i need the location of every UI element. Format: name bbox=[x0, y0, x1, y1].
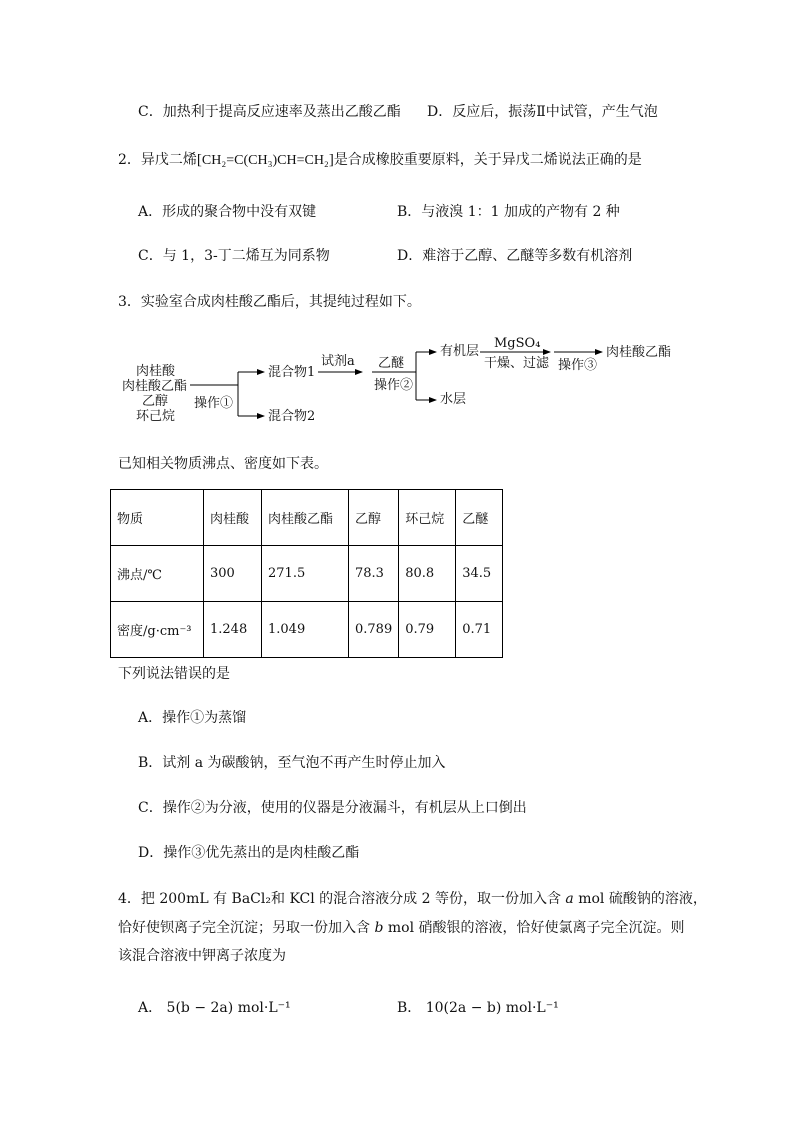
q2-prefix: 2．异戊二烯 bbox=[118, 152, 197, 168]
flow-mixture-1: 混合物1 bbox=[268, 365, 316, 380]
q2-option-b: B．与液溴 1：1 加成的产物有 2 种 bbox=[397, 204, 620, 220]
flow-start-3: 乙醇 bbox=[142, 394, 169, 409]
flow-op1: 操作① bbox=[194, 396, 234, 411]
q4-option-b: B． 10(2a − b) mol·L⁻¹ bbox=[397, 1000, 559, 1016]
purification-flow-diagram bbox=[118, 330, 718, 440]
q4-line-2 bbox=[118, 918, 685, 938]
q4-line-2-a: 恰好使钡离子完全沉淀；另取一份加入含 bbox=[118, 920, 375, 936]
properties-table bbox=[110, 489, 503, 658]
flow-start-2: 肉桂酸乙酯 bbox=[122, 379, 188, 394]
flow-start-1: 肉桂酸 bbox=[136, 364, 176, 379]
q2-formula-open-bracket: [ bbox=[196, 152, 202, 168]
table-header-cell: 乙醇 bbox=[349, 490, 399, 546]
q3-option-a: A．操作①为蒸馏 bbox=[138, 710, 247, 726]
table-cell: 0.79 bbox=[399, 602, 456, 658]
flow-reagent-a: 试剂a bbox=[321, 354, 355, 369]
table-header-cell: 肉桂酸乙酯 bbox=[262, 490, 349, 546]
flow-mgso4: MgSO₄ bbox=[494, 336, 541, 351]
q2-stem bbox=[118, 150, 642, 171]
q3-option-d: D．操作③优先蒸出的是肉桂酸乙酯 bbox=[138, 845, 360, 861]
table-cell: 1.049 bbox=[262, 602, 349, 658]
q2-option-a: A．形成的聚合物中没有双键 bbox=[138, 204, 317, 220]
table-row-label: 沸点/℃ bbox=[111, 546, 204, 602]
table-header-cell: 乙醚 bbox=[456, 490, 503, 546]
flow-op2: 操作② bbox=[374, 378, 414, 393]
flow-organic-layer: 有机层 bbox=[440, 344, 480, 359]
table-cell: 0.789 bbox=[349, 602, 399, 658]
q2-option-d: D．难溶于乙醇、乙醚等多数有机溶剂 bbox=[397, 248, 633, 264]
q4-var-b: b bbox=[374, 920, 384, 936]
q4-line-3: 该混合溶液中钾离子浓度为 bbox=[118, 948, 286, 964]
q4-option-a: A． 5(b − 2a) mol·L⁻¹ bbox=[138, 1000, 291, 1016]
q3-option-b: B．试剂 a 为碳酸钠，至气泡不再产生时停止加入 bbox=[138, 755, 446, 771]
table-cell: 34.5 bbox=[456, 546, 503, 602]
q4-line-1-a: 4．把 200mL 有 BaCl₂和 KCl 的混合溶液分成 2 等份，取一份加入含 bbox=[118, 891, 566, 907]
q2-suffix: 是合成橡胶重要原料，关于异戊二烯说法正确的是 bbox=[333, 152, 642, 168]
q3-option-c: C．操作②为分液，使用的仪器是分液漏斗，有机层从上口倒出 bbox=[138, 800, 527, 816]
table-cell: 300 bbox=[204, 546, 262, 602]
flow-dry-filter: 干燥、过滤 bbox=[484, 356, 550, 371]
table-cell: 80.8 bbox=[399, 546, 456, 602]
flow-mixture-2: 混合物2 bbox=[268, 409, 316, 424]
table-cell: 1.248 bbox=[204, 602, 262, 658]
table-row bbox=[111, 546, 503, 602]
table-row-label: 密度/g·cm⁻³ bbox=[111, 602, 204, 658]
flow-ether: 乙醚 bbox=[378, 356, 405, 371]
table-row bbox=[111, 602, 503, 658]
table-cell: 0.71 bbox=[456, 602, 503, 658]
flow-op3: 操作③ bbox=[558, 358, 598, 373]
table-header-cell: 肉桂酸 bbox=[204, 490, 262, 546]
table-header-cell: 物质 bbox=[111, 490, 204, 546]
table-cell: 271.5 bbox=[262, 546, 349, 602]
q3-ask: 下列说法错误的是 bbox=[118, 666, 230, 682]
table-header-row bbox=[111, 490, 503, 546]
q1-option-d: D．反应后，振荡Ⅱ中试管，产生气泡 bbox=[427, 104, 658, 120]
q2-option-c: C．与 1，3-丁二烯互为同系物 bbox=[138, 248, 330, 264]
q1-option-c: C．加热利于提高反应速率及蒸出乙酸乙酯 bbox=[138, 104, 401, 120]
q4-line-1 bbox=[118, 889, 707, 909]
q2-formula: CH₂=C(CH₃)CH=CH₂ bbox=[201, 153, 329, 168]
q3-stem: 3．实验室合成肉桂酸乙酯后，其提纯过程如下。 bbox=[118, 294, 421, 310]
flow-aqueous-layer: 水层 bbox=[440, 392, 467, 407]
flow-product: 肉桂酸乙酯 bbox=[606, 345, 672, 360]
q4-line-2-b: mol 硝酸银的溶液，恰好使氯离子完全沉淀。则 bbox=[383, 920, 685, 936]
flow-start-4: 环己烷 bbox=[136, 409, 176, 424]
table-header-cell: 环己烷 bbox=[399, 490, 456, 546]
q3-table-intro: 已知相关物质沸点、密度如下表。 bbox=[118, 456, 328, 472]
q4-line-1-b: mol 硫酸钠的溶液， bbox=[573, 891, 707, 907]
table-cell: 78.3 bbox=[349, 546, 399, 602]
q4-var-a: a bbox=[565, 891, 574, 907]
q2-formula-close-bracket: ] bbox=[328, 152, 334, 168]
